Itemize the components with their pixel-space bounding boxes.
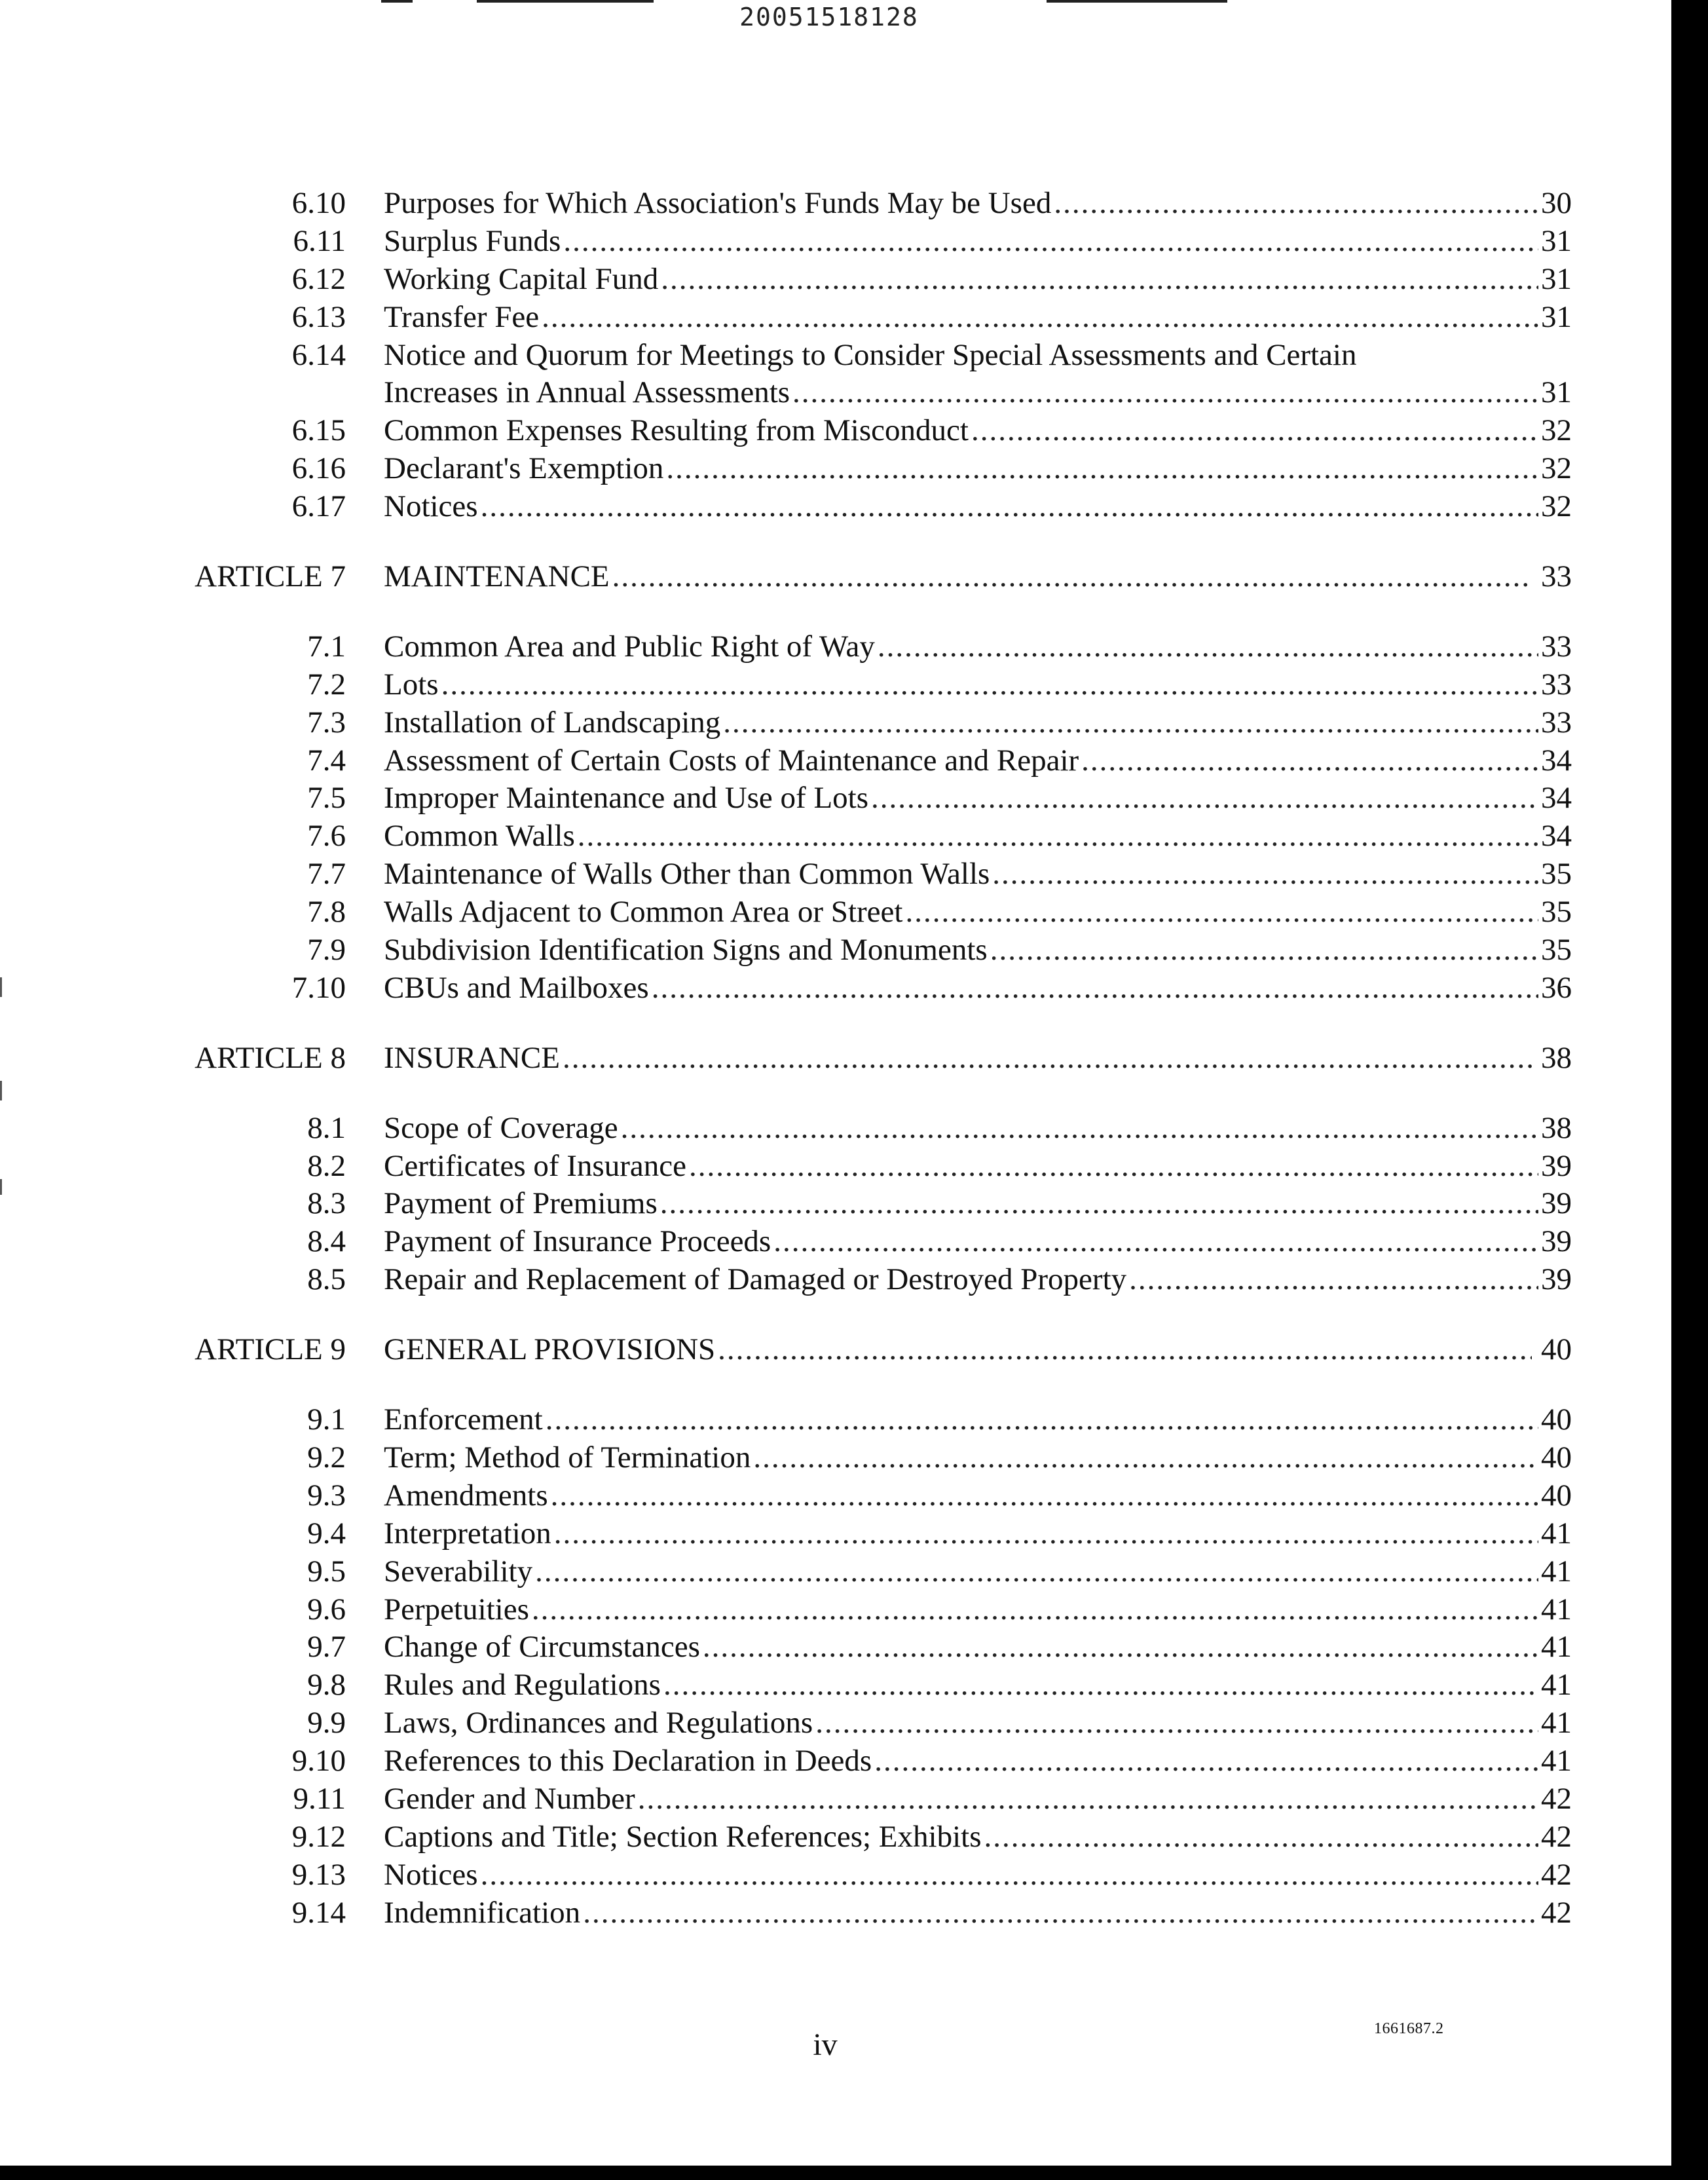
toc-row[interactable] [0,1780,1572,1818]
toc-entry [384,628,1572,666]
toc-entry [384,185,1572,223]
toc-row[interactable] [0,450,1572,488]
toc-entry [384,1185,1572,1223]
toc-page-number: 34 [1541,781,1572,816]
toc-page-number: 41 [1541,1630,1572,1664]
toc-number: 8.3 [307,1186,346,1221]
toc-title: MAINTENANCE [384,559,610,594]
toc-row[interactable] [0,1742,1572,1780]
toc-row[interactable] [0,704,1572,742]
toc-entry [384,1704,1572,1742]
dot-leader [971,412,1538,450]
toc-entry [384,488,1572,526]
table-of-contents [0,185,1572,1932]
dot-leader [773,1223,1538,1261]
toc-title: Payment of Insurance Proceeds [384,1224,771,1259]
toc-entry [384,1818,1572,1856]
toc-entry [384,1780,1572,1818]
dot-leader [481,488,1538,526]
toc-title: Lots [384,667,439,702]
toc-title: CBUs and Mailboxes [384,970,649,1005]
toc-entry [384,742,1572,780]
toc-page-number: 42 [1541,1781,1572,1816]
toc-page-number: 42 [1541,1819,1572,1854]
toc-entry [384,1261,1572,1299]
toc-number: 6.16 [291,451,346,486]
toc-entry [384,1439,1572,1477]
dot-leader [638,1780,1538,1818]
toc-entry [384,666,1572,704]
toc-row[interactable] [0,261,1572,299]
toc-title: Improper Maintenance and Use of Lots [384,781,868,816]
toc-title: References to this Declaration in Deeds [384,1744,872,1778]
toc-row[interactable] [0,1401,1572,1439]
toc-title: Laws, Ordinances and Regulations [384,1706,813,1740]
toc-row[interactable] [0,780,1572,817]
toc-number: 9.4 [307,1516,346,1550]
dot-leader [723,704,1538,742]
toc-number: ARTICLE 7 [195,559,346,594]
toc-number: 7.10 [291,970,346,1005]
toc-page-number: 41 [1541,1516,1572,1550]
toc-entry [384,261,1572,299]
toc-page-number: 36 [1541,970,1572,1005]
dot-leader [542,299,1538,337]
toc-page-number: 31 [1541,261,1572,296]
toc-entry [384,1856,1572,1894]
toc-page-number: 38 [1541,1110,1572,1145]
toc-title: Scope of Coverage [384,1110,618,1145]
toc-page-number: 35 [1541,933,1572,968]
toc-title: Perpetuities [384,1592,529,1626]
toc-number: 9.1 [307,1402,346,1437]
toc-title: Purposes for Which Association's Funds May be Used [384,186,1052,220]
dot-leader [663,1666,1538,1704]
toc-entry [384,1331,1572,1369]
toc-row[interactable] [0,185,1572,223]
toc-title: Maintenance of Walls Other than Common Walls [384,857,990,892]
toc-number: 9.13 [291,1857,346,1892]
toc-page-number: 41 [1541,1744,1572,1778]
toc-row[interactable] [0,1856,1572,1894]
toc-title: Severability [384,1554,533,1588]
toc-page-number: 41 [1541,1554,1572,1588]
dot-leader [563,223,1538,261]
toc-page-number: 41 [1541,1668,1572,1702]
toc-row[interactable] [0,628,1572,666]
toc-number: 7.3 [307,705,346,740]
toc-row[interactable] [0,412,1572,450]
toc-title: Term; Method of Termination [384,1440,751,1475]
dot-leader [992,855,1538,893]
toc-title: Notices [384,1857,478,1892]
dot-leader [874,1742,1538,1780]
toc-page-number: 41 [1541,1706,1572,1740]
toc-page-number: 39 [1541,1224,1572,1259]
toc-number: 7.7 [307,857,346,892]
toc-title: Walls Adjacent to Common Area or Street [384,895,903,930]
toc-number: 6.11 [293,223,346,258]
toc-entry [384,1223,1572,1261]
toc-entry [384,223,1572,261]
dot-leader [535,1553,1538,1591]
page-number: iv [813,2027,838,2062]
toc-page-number: 35 [1541,895,1572,930]
dot-leader [878,628,1538,666]
toc-number: 9.12 [291,1819,346,1854]
toc-row[interactable] [0,1148,1572,1186]
toc-entry [384,1894,1572,1932]
toc-article-row[interactable] [0,558,1572,596]
toc-page-number: 40 [1541,1478,1572,1513]
toc-page-number: 40 [1541,1440,1572,1475]
toc-entry [384,337,1572,375]
toc-page-number: 31 [1541,223,1572,258]
toc-page-number: 33 [1541,667,1572,702]
toc-row[interactable] [0,1261,1572,1299]
toc-entry [384,780,1572,817]
toc-number: ARTICLE 8 [195,1040,346,1075]
document-code: 1661687.2 [1374,2020,1444,2037]
toc-number: 9.3 [307,1478,346,1513]
toc-title: Interpretation [384,1516,551,1550]
toc-row[interactable] [0,337,1572,375]
dot-leader [621,1110,1538,1148]
toc-title: Indemnification [384,1895,581,1930]
dot-leader [660,1185,1538,1223]
toc-entry [384,1401,1572,1439]
dot-leader [905,893,1538,931]
dot-leader [661,261,1538,299]
toc-title: Change of Circumstances [384,1630,700,1664]
toc-row[interactable] [0,1894,1572,1932]
toc-page-number: 39 [1541,1186,1572,1221]
toc-number: 7.4 [307,743,346,778]
dot-leader [481,1856,1538,1894]
toc-number: ARTICLE 9 [195,1332,346,1367]
toc-entry [384,704,1572,742]
toc-page-number: 34 [1541,819,1572,854]
toc-row[interactable] [0,1666,1572,1704]
toc-title: Payment of Premiums [384,1186,658,1221]
toc-page-number: 39 [1541,1262,1572,1297]
toc-row[interactable] [0,374,1572,412]
scan-border-bottom [0,2166,1708,2180]
toc-title: Common Expenses Resulting from Misconduct [384,413,969,448]
toc-entry [384,1040,1572,1078]
toc-page-number: 38 [1541,1040,1572,1075]
toc-number: 6.13 [291,299,346,334]
toc-number: 8.4 [307,1224,346,1259]
toc-row[interactable] [0,1185,1572,1223]
toc-page-number: 41 [1541,1592,1572,1626]
toc-entry [384,1628,1572,1666]
document-id-stamp: 20051518128 [739,3,919,31]
toc-row[interactable] [0,817,1572,855]
toc-row[interactable] [0,1818,1572,1856]
toc-number: 6.17 [291,489,346,524]
toc-number: 8.1 [307,1110,346,1145]
toc-page-number: 33 [1541,559,1572,594]
toc-entry [384,558,1572,596]
toc-entry [384,931,1572,969]
toc-row[interactable] [0,855,1572,893]
toc-row[interactable] [0,1628,1572,1666]
toc-number: 6.14 [291,337,346,372]
toc-page-number: 40 [1541,1402,1572,1437]
toc-page-number: 31 [1541,375,1572,410]
toc-number: 7.9 [307,933,346,968]
toc-number: 7.5 [307,781,346,816]
toc-number: 9.9 [307,1706,346,1740]
dot-leader [753,1439,1538,1477]
toc-number: 6.10 [291,186,346,220]
dot-leader [689,1148,1538,1186]
dot-leader [1129,1261,1538,1299]
toc-title: Repair and Replacement of Damaged or Destroyed Property [384,1262,1127,1297]
toc-page-number: 33 [1541,705,1572,740]
toc-title: Common Area and Public Right of Way [384,629,875,664]
toc-row[interactable] [0,1553,1572,1591]
toc-row[interactable] [0,1704,1572,1742]
toc-entry [384,450,1572,488]
toc-number: 7.6 [307,819,346,854]
toc-page-number: 30 [1541,186,1572,220]
toc-title: Enforcement [384,1402,543,1437]
toc-row[interactable] [0,1439,1572,1477]
toc-row[interactable] [0,1477,1572,1515]
toc-entry [384,855,1572,893]
dot-leader [871,780,1538,817]
dot-leader [578,817,1538,855]
toc-title: Certificates of Insurance [384,1148,686,1183]
toc-title: Surplus Funds [384,223,561,258]
toc-page-number: 39 [1541,1148,1572,1183]
toc-entry [384,893,1572,931]
toc-entry [384,412,1572,450]
toc-entry [384,1148,1572,1186]
dot-leader [554,1515,1538,1553]
toc-number: 6.15 [291,413,346,448]
toc-row[interactable] [0,1110,1572,1148]
dot-leader [718,1331,1532,1369]
dot-leader [551,1477,1538,1515]
toc-entry [384,1591,1572,1629]
toc-title: Increases in Annual Assessments [384,375,790,410]
toc-row[interactable] [0,488,1572,526]
toc-number: 9.8 [307,1668,346,1702]
toc-number: 9.2 [307,1440,346,1475]
toc-row[interactable] [0,1515,1572,1553]
toc-number: 9.7 [307,1630,346,1664]
toc-title: Amendments [384,1478,548,1513]
toc-page-number: 33 [1541,629,1572,664]
toc-number: 8.5 [307,1262,346,1297]
toc-row[interactable] [0,666,1572,704]
toc-number: 7.8 [307,895,346,930]
toc-entry [384,1110,1572,1148]
toc-entry [384,1666,1572,1704]
dot-leader [792,374,1538,412]
toc-page-number: 32 [1541,489,1572,524]
toc-title: Gender and Number [384,1781,635,1816]
toc-entry [384,1477,1572,1515]
toc-title: Subdivision Identification Signs and Monuments [384,933,988,968]
toc-title: GENERAL PROVISIONS [384,1332,716,1367]
toc-title: Common Walls [384,819,575,854]
toc-row[interactable] [0,931,1572,969]
toc-title: Assessment of Certain Costs of Maintenance and Repair [384,743,1079,778]
dot-leader [815,1704,1538,1742]
toc-entry [384,1742,1572,1780]
toc-title: Installation of Landscaping [384,705,721,740]
toc-number: 7.1 [307,629,346,664]
dot-leader [984,1818,1538,1856]
toc-row[interactable] [0,893,1572,931]
toc-title: Transfer Fee [384,299,540,334]
toc-entry [384,817,1572,855]
toc-entry [384,299,1572,337]
toc-row[interactable] [0,223,1572,261]
toc-page-number: 40 [1541,1332,1572,1367]
toc-row[interactable] [0,1223,1572,1261]
toc-number: 6.12 [291,261,346,296]
dot-leader [652,969,1538,1007]
toc-row[interactable] [0,1591,1572,1629]
toc-title: Working Capital Fund [384,261,659,296]
toc-page-number: 32 [1541,451,1572,486]
toc-entry [384,969,1572,1007]
dot-leader [703,1628,1538,1666]
toc-entry [384,374,1572,412]
toc-row[interactable] [0,299,1572,337]
dot-leader [990,931,1538,969]
dot-leader [666,450,1538,488]
toc-row[interactable] [0,742,1572,780]
toc-entry [384,1515,1572,1553]
toc-title: Declarant's Exemption [384,451,664,486]
dot-leader [532,1591,1538,1629]
toc-number: 9.10 [291,1744,346,1778]
toc-page-number: 42 [1541,1857,1572,1892]
dot-leader [612,558,1532,596]
toc-page-number: 34 [1541,743,1572,778]
toc-entry [384,1553,1572,1591]
toc-title: Captions and Title; Section References; Exhibits [384,1819,982,1854]
dot-leader [546,1401,1538,1439]
toc-page-number: 31 [1541,299,1572,334]
toc-title: Notice and Quorum for Meetings to Consider Special Assessments and Certain [384,337,1357,372]
scan-border-right [1671,0,1708,2180]
toc-title: Rules and Regulations [384,1668,661,1702]
toc-page-number: 35 [1541,857,1572,892]
toc-number: 9.14 [291,1895,346,1930]
toc-title: INSURANCE [384,1040,560,1075]
toc-article-row[interactable] [0,1331,1572,1369]
toc-number: 8.2 [307,1148,346,1183]
toc-row[interactable] [0,969,1572,1007]
toc-page-number: 42 [1541,1895,1572,1930]
toc-title: Notices [384,489,478,524]
toc-number: 9.6 [307,1592,346,1626]
toc-number: 9.11 [293,1781,346,1816]
dot-leader [1054,185,1538,223]
toc-number: 7.2 [307,667,346,702]
toc-page-number: 32 [1541,413,1572,448]
dot-leader [583,1894,1538,1932]
dot-leader [1081,742,1538,780]
dot-leader [563,1040,1532,1078]
dot-leader [441,666,1538,704]
toc-number: 9.5 [307,1554,346,1588]
toc-article-row[interactable] [0,1040,1572,1078]
